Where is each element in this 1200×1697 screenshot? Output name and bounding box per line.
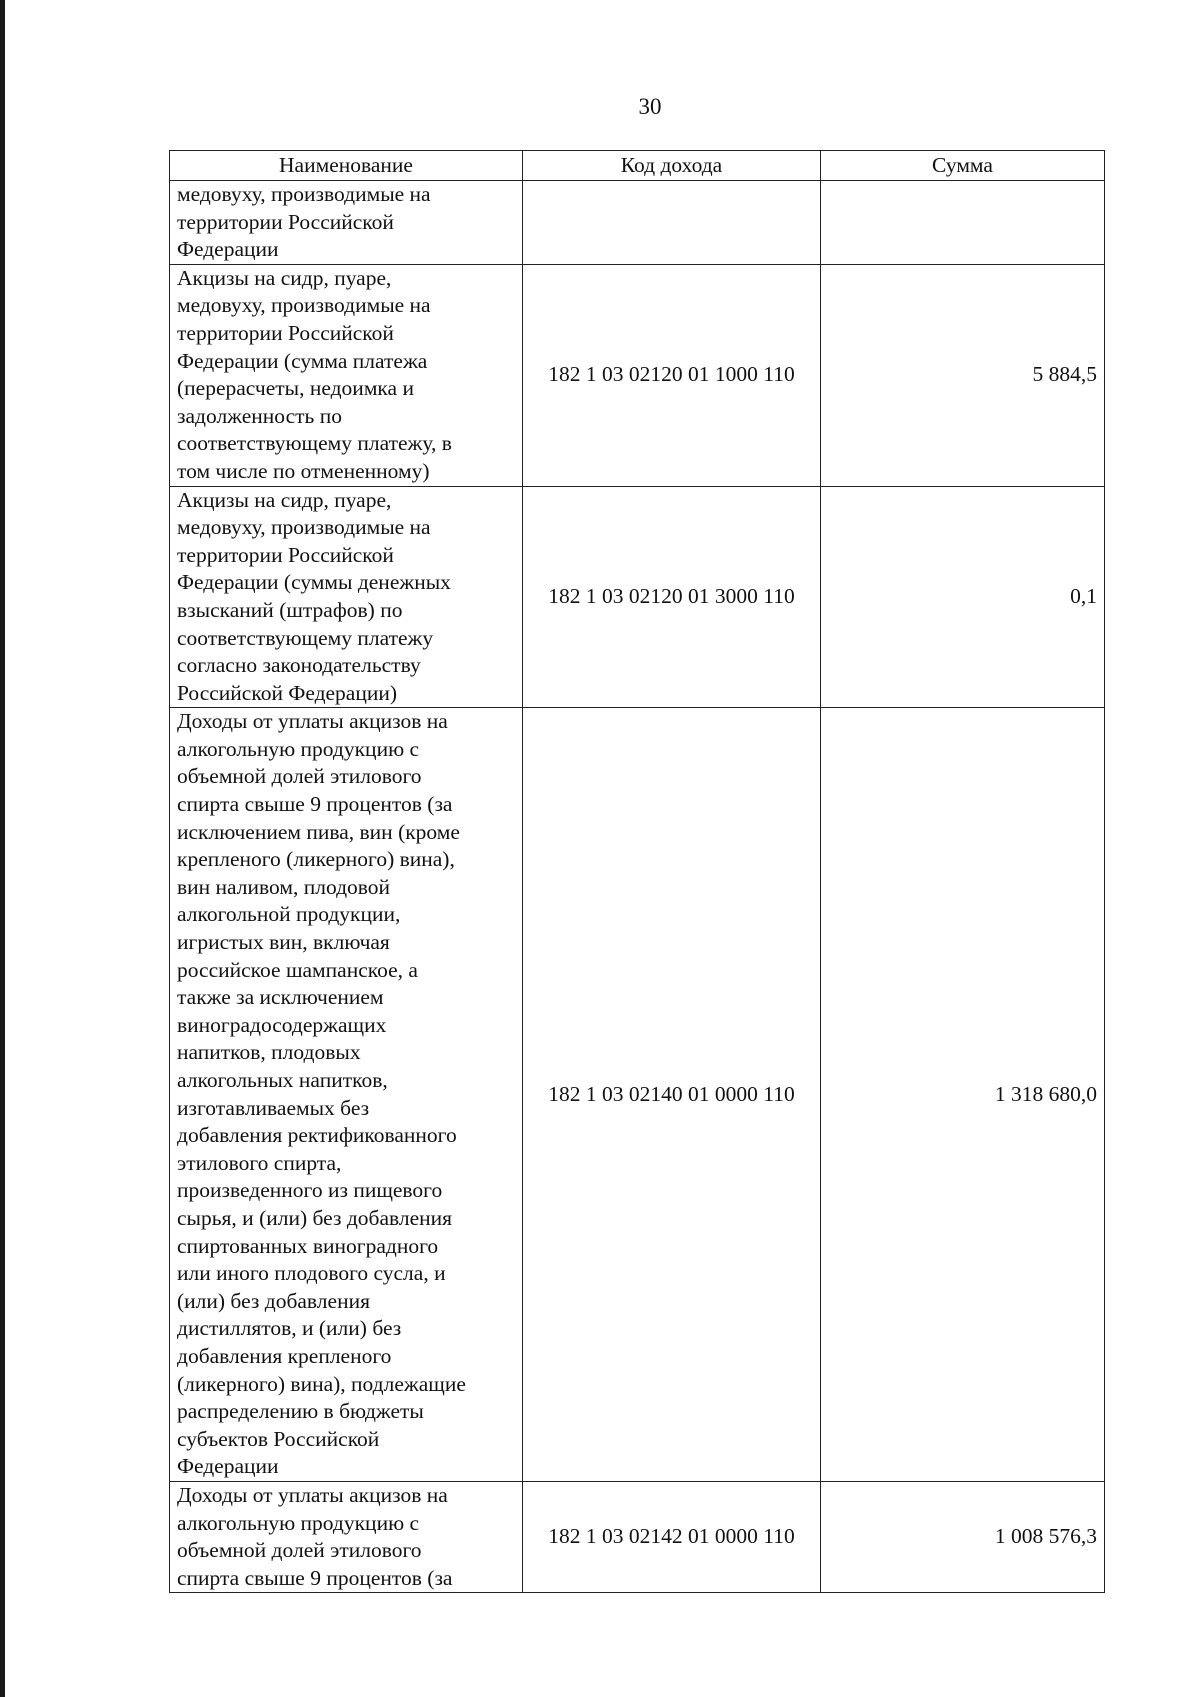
table-row (170, 486, 1105, 708)
row-name: Доходы от уплаты акцизов на алкогольную продукцию с объемной долей этилового спирта свыше 9 процентов (за исключением пива, вин (кроме крепленого (ликерного) вина), вин наливом, плодовой алкогольной продукции, игристых вин, включая российское шампанское, а также за исключением виноградосодержащих напитков, плодовых алкогольных напитков, изготавливаемых без добавления ректификованного этилового спирта, произведенного из пищевого сырья, и (или) без добавления спиртованных виноградного или иного плодового сусла, и (или) без добавления дистиллятов, и (или) без добавления крепленого (ликерного) вина), подлежащие распределению в бюджеты субъектов Российской Федерации (170, 708, 523, 1482)
row-sum: 5 884,5 (821, 264, 1105, 486)
header-code: Код дохода (523, 151, 821, 181)
row-code (523, 181, 821, 265)
row-code: 182 1 03 02120 01 1000 110 (523, 264, 821, 486)
header-sum: Сумма (821, 151, 1105, 181)
table-header (170, 151, 1105, 181)
income-table (169, 150, 1105, 1593)
table-row (170, 264, 1105, 486)
row-sum: 1 008 576,3 (821, 1481, 1105, 1592)
scan-edge-shadow (0, 0, 5, 1697)
table-row (170, 708, 1105, 1482)
row-code: 182 1 03 02142 01 0000 110 (523, 1481, 821, 1592)
row-sum: 0,1 (821, 486, 1105, 708)
row-name: медовуху, производимые на территории Российской Федерации (170, 181, 523, 265)
table-body (170, 181, 1105, 1593)
row-sum: 1 318 680,0 (821, 708, 1105, 1482)
table-row (170, 181, 1105, 265)
row-sum (821, 181, 1105, 265)
row-name: Доходы от уплаты акцизов на алкогольную продукцию с объемной долей этилового спирта свыше 9 процентов (за (170, 1481, 523, 1592)
row-code: 182 1 03 02120 01 3000 110 (523, 486, 821, 708)
table-row (170, 1481, 1105, 1592)
row-code: 182 1 03 02140 01 0000 110 (523, 708, 821, 1482)
row-name: Акцизы на сидр, пуаре, медовуху, производимые на территории Российской Федерации (суммы денежных взысканий (штрафов) по соответствующему платежу согласно законодательству Российской Федерации) (170, 486, 523, 708)
header-name: Наименование (170, 151, 523, 181)
header-row (170, 151, 1105, 181)
row-name: Акцизы на сидр, пуаре, медовуху, производимые на территории Российской Федерации (сумма платежа (перерасчеты, недоимка и задолженность по соответствующему платежу, в том числе по отмененному) (170, 264, 523, 486)
page-number: 30 (638, 94, 662, 119)
